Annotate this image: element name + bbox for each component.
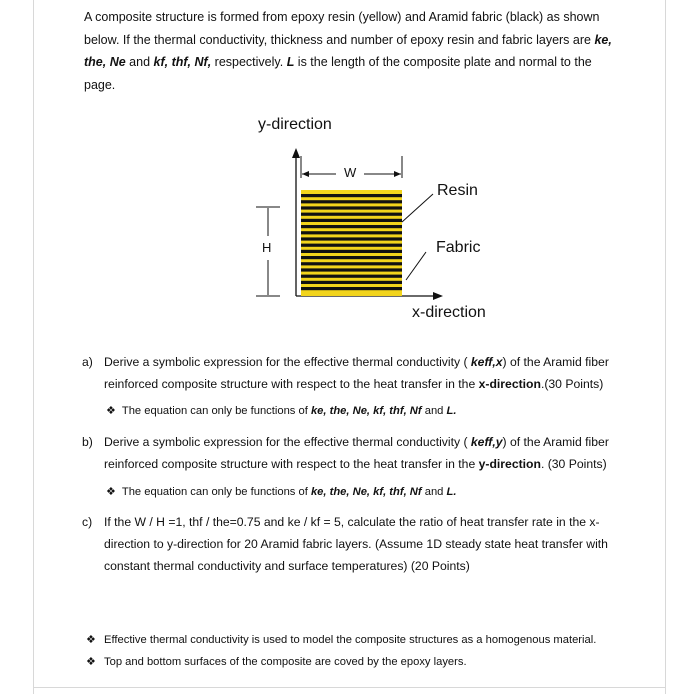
footnote-2-text: Top and bottom surfaces of the composite are coved by the epoxy layers. [104, 656, 467, 668]
question-b-text [104, 431, 642, 475]
fabric-layer [301, 275, 402, 278]
question-c-text: If the W / H =1, thf / the=0.75 and ke / kf = 5, calculate the ratio of heat transfer rate in the x-direction to y-direction for 20 Aramid fabric layers. (Assume 1D steady state heat transfer with constant thermal conductivity and surface temperatures) (20 Points) [104, 515, 608, 573]
question-b-note-and: and [421, 486, 447, 498]
symbol-l: L [286, 55, 295, 69]
question-b-direction: y-direction [478, 457, 541, 471]
question-b-pre: Derive a symbolic expression for the effective thermal conductivity ( [104, 435, 471, 449]
w-arrow-left [302, 171, 309, 177]
question-a-letter: a) [82, 355, 93, 369]
question-b-note [106, 485, 456, 498]
question-a-note [106, 404, 456, 417]
question-a-note-symbols: ke, the, Ne, kf, thf, Nf [310, 405, 422, 417]
composite-diagram [240, 110, 520, 330]
fabric-layer [301, 237, 402, 240]
bullet-icon: ❖ [86, 634, 97, 646]
fabric-layer [301, 225, 402, 228]
fabric-layer [301, 200, 402, 203]
intro-text: A composite structure is formed from epoxy resin (yellow) and Aramid fabric (black) as shown below. If the thermal conductivity, thickness and number of epoxy resin and fabric layers are [84, 10, 600, 47]
symbol-kf: kf, [153, 55, 169, 69]
question-b-letter: b) [82, 435, 93, 449]
bullet-icon: ❖ [106, 486, 116, 498]
fabric-layer [301, 287, 402, 290]
question-a-pre: Derive a symbolic expression for the effective thermal conductivity ( [104, 355, 471, 369]
question-b [82, 431, 642, 475]
question-b-note-text: The equation can only be functions of [121, 486, 311, 498]
page-border-bottom [33, 687, 666, 688]
symbol-the: the, [84, 55, 107, 69]
question-a-points: .(30 Points) [540, 377, 604, 391]
question-a-post: ) of the Aramid fiber reinforced composite structure with respect to the heat transfer in the [104, 355, 609, 391]
x-axis-arrowhead [433, 292, 443, 300]
fabric-layer [301, 281, 402, 284]
question-b-points: . (30 Points) [540, 457, 607, 471]
question-a-direction: x-direction [478, 377, 541, 391]
w-label: W [344, 165, 357, 180]
bullet-icon: ❖ [86, 656, 97, 668]
question-b-note-symbols: ke, the, Ne, kf, thf, Nf [310, 486, 422, 498]
fabric-layer [301, 231, 402, 234]
fabric-layer [301, 268, 402, 271]
y-direction-label: y-direction [258, 116, 332, 133]
fabric-layer [301, 256, 402, 259]
intro-paragraph [84, 6, 624, 96]
w-arrow-right [394, 171, 401, 177]
question-c [82, 511, 642, 577]
page-border-left [33, 0, 34, 694]
composite-figure [240, 110, 520, 330]
footnote-1 [86, 633, 596, 646]
x-direction-label: x-direction [412, 304, 486, 321]
symbol-thf: thf, [171, 55, 192, 69]
question-a-note-text: The equation can only be functions of [121, 405, 311, 417]
question-a-text [104, 351, 642, 395]
question-a-note-and: and [421, 405, 447, 417]
fabric-layer [301, 262, 402, 265]
y-axis-arrowhead [292, 148, 300, 158]
fabric-leader [406, 252, 426, 280]
fabric-layer [301, 244, 402, 247]
intro-and: and [125, 55, 154, 69]
h-label: H [262, 240, 272, 255]
question-b-post: ) of the Aramid fiber reinforced composite structure with respect to the heat transfer in the [104, 435, 609, 471]
symbol-ne: Ne [109, 55, 126, 69]
resin-label: Resin [437, 182, 478, 199]
question-c-letter: c) [82, 515, 93, 529]
page-border-right [665, 0, 666, 694]
intro-text-2: respectively. [211, 55, 287, 69]
fabric-layer [301, 194, 402, 197]
question-b-note-l: L. [446, 486, 457, 498]
question-a [82, 351, 642, 395]
fabric-label: Fabric [436, 239, 481, 256]
symbol-nf: Nf, [194, 55, 212, 69]
symbol-ke: ke, [594, 32, 612, 47]
resin-block [301, 190, 402, 296]
intro-text-3: is the length of the composite plate and normal to the page. [84, 55, 592, 92]
fabric-layer [301, 219, 402, 222]
question-a-note-l: L. [446, 405, 457, 417]
symbol-keff-x: keff,x [470, 355, 503, 369]
resin-leader [402, 194, 433, 222]
footnote-2 [86, 655, 467, 668]
fabric-layer [301, 213, 402, 216]
bullet-icon: ❖ [106, 405, 116, 417]
fabric-layer [301, 250, 402, 253]
footnote-1-text: Effective thermal conductivity is used to model the composite structures as a homogenous material. [104, 634, 597, 646]
fabric-layer [301, 206, 402, 209]
symbol-keff-y: keff,y [470, 435, 503, 449]
